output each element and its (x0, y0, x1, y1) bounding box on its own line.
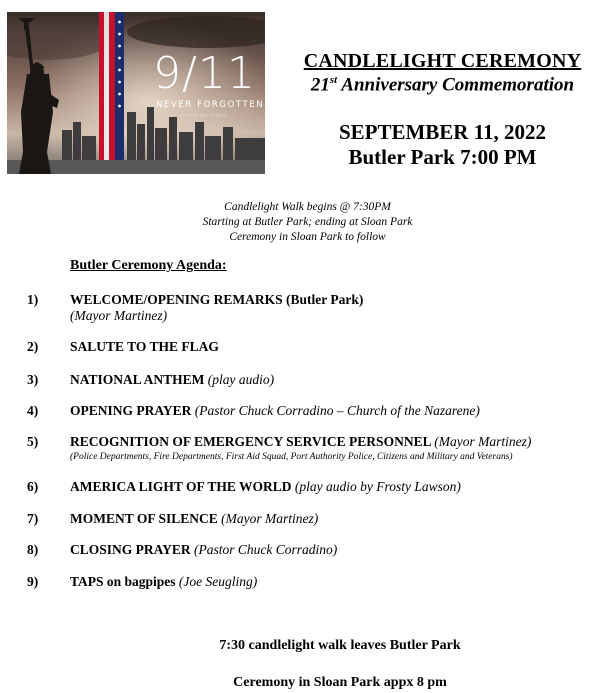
agenda-item-detail: (Pastor Chuck Corradino – Church of the Nazarene) (194, 403, 480, 418)
banner-small-text: united we stand (179, 113, 227, 119)
agenda-item-title: OPENING PRAYER (70, 403, 195, 418)
walk-line-2: Starting at Butler Park; ending at Sloan Park (202, 216, 413, 228)
agenda-item-number: 6) (27, 479, 39, 494)
anniversary-suffix: st (329, 74, 338, 86)
agenda-item-detail: (play audio) (207, 372, 275, 387)
ceremony-title: CANDLELIGHT CEREMONY (303, 50, 582, 72)
agenda-item-title: CLOSING PRAYER (70, 542, 195, 557)
agenda-item-number: 7) (27, 511, 39, 526)
agenda-item-title: NATIONAL ANTHEM (70, 372, 208, 387)
anniversary-number: 21 (310, 74, 330, 96)
agenda-item-number: 5) (27, 434, 39, 449)
agenda-item-speaker: (Mayor Martinez) (70, 308, 168, 323)
agenda-item-detail: (Mayor Martinez) (221, 511, 319, 526)
agenda-item-detail: (Mayor Martinez) (434, 434, 532, 449)
agenda-item-number: 2) (27, 339, 39, 354)
agenda-item-number: 9) (27, 574, 39, 589)
agenda-item-title: MOMENT OF SILENCE (70, 511, 222, 526)
walk-info (150, 200, 465, 245)
banner-image (7, 12, 265, 174)
event-date: SEPTEMBER 11, 2022 (338, 120, 547, 144)
agenda-item-number: 4) (27, 403, 39, 418)
ceremony-subtitle (280, 74, 605, 96)
agenda-item-title: RECOGNITION OF EMERGENCY SERVICE PERSONNEL (70, 434, 435, 449)
footer-line-2: Ceremony in Sloan Park appx 8 pm (233, 675, 447, 690)
agenda-item-number: 1) (27, 292, 39, 307)
agenda-item-detail: (Joe Seugling) (178, 574, 258, 589)
banner-subtitle: NEVER FORGOTTEN (156, 100, 265, 110)
agenda-item-number: 3) (27, 372, 39, 387)
anniversary-text: Anniversary Commemoration (337, 74, 575, 96)
agenda-item-detail: (play audio by Frosty Lawson) (294, 479, 461, 494)
walk-line-1: Candlelight Walk begins @ 7:30PM (224, 201, 391, 213)
agenda-item-title: TAPS on bagpipes (70, 574, 179, 589)
agenda-item-title: SALUTE TO THE FLAG (70, 339, 219, 354)
walk-line-3: Ceremony in Sloan Park to follow (229, 231, 386, 243)
agenda-item-detail: (Pastor Chuck Corradino) (194, 542, 338, 557)
footer-line-1: 7:30 candlelight walk leaves Butler Park (219, 638, 461, 653)
agenda-item-title: AMERICA LIGHT OF THE WORLD (70, 479, 295, 494)
agenda-item-number: 8) (27, 542, 39, 557)
agenda-item-note: (Police Departments, Fire Departments, First Aid Squad, Port Authority Police, Citizens and Military and Veterans) (70, 452, 513, 462)
agenda-heading: Butler Ceremony Agenda: (70, 258, 227, 273)
banner-title: 9/11 (153, 48, 256, 99)
event-location: Butler Park 7:00 PM (348, 145, 537, 169)
agenda-item-title: WELCOME/OPENING REMARKS (Butler Park) (70, 292, 364, 307)
